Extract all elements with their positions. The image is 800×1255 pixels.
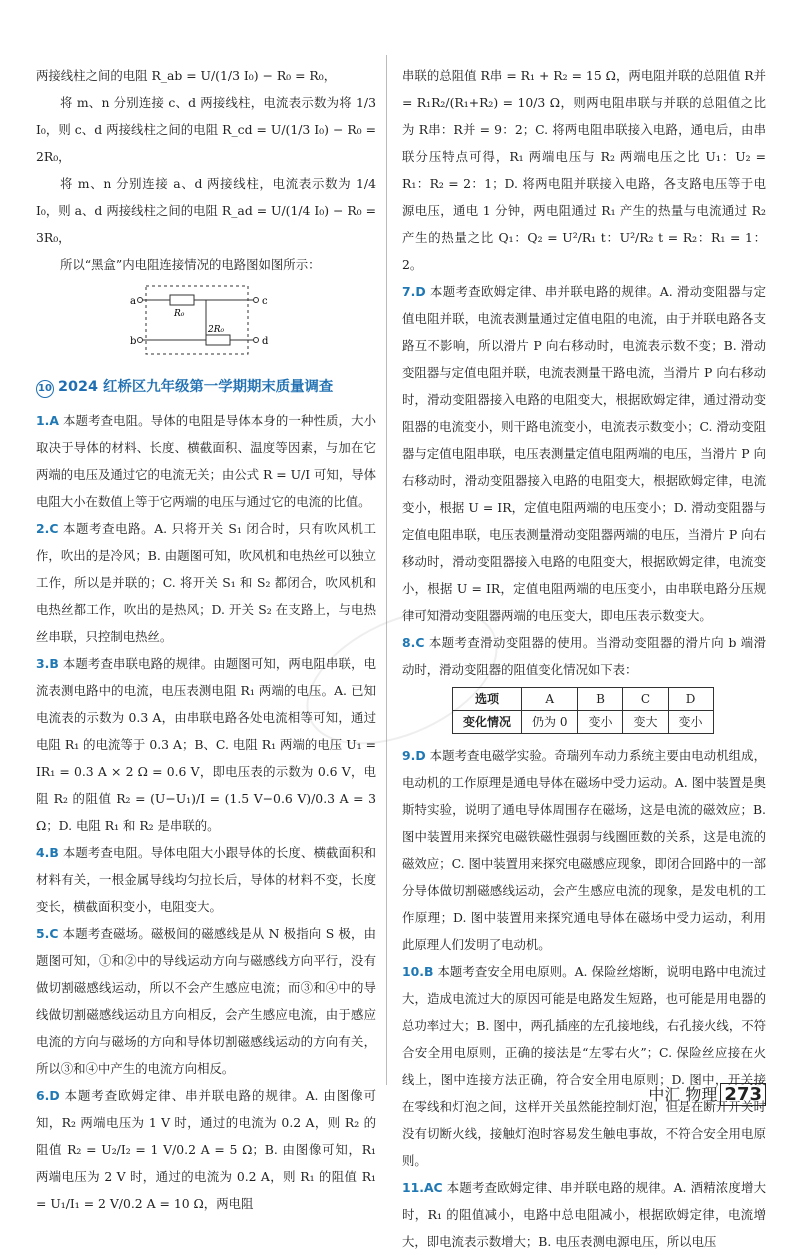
answer-choice: B <box>49 656 59 671</box>
answer-number: 11. <box>402 1180 424 1195</box>
answer-explanation: 本题考查串联电路的规律。由题图可知，两电阻串联，电流表测电路中的电流，电压表测电阻 R₁ 两端的电压。A. 已知电流表的示数为 0.3 A，由串联电路各处电流相等可知，通过电阻 R₁ 的电流等于 0.3 A；B、C. 电阻 R₁ 两端的电压 U₁ = IR₁ = 0.3 A × 2 Ω = 0.6 V，即电压表的示数为 0.6 V，电阻 R₂ 的阻值 R₂ = (U−U₁)/I = (1.5 V−0.6 V)/0.3 A = 3 Ω；D. 电阻 R₁ 和 R₂ 是串联的。 <box>36 656 376 833</box>
rheostat-change-table <box>452 687 714 734</box>
paragraph-rab: 两接线柱之间的电阻 R_ab = U/(1/3 I₀) − R₀ = R₀， <box>36 68 337 83</box>
table-row <box>453 711 714 734</box>
section-number-badge: 10 <box>36 380 54 398</box>
answer-choice: B <box>49 845 59 860</box>
answer-explanation: 本题考查电阻。导体的电阻是导体本身的一种性质，大小取决于导体的材料、长度、横截面积、温度等因素，与加在它两端的电压及通过它的电流无关；由公式 R = U/I 可知，导体电阻大小在数值上等于它两端的电压与通过它的电流的比值。 <box>36 413 376 509</box>
answer-number: 5. <box>36 926 50 941</box>
paragraph-blackbox: 所以“黑盒”内电阻连接情况的电路图如图所示： <box>60 257 321 272</box>
table-cell: 仍为 0 <box>522 711 578 734</box>
answer-number: 4. <box>36 845 50 860</box>
table-cell: D <box>668 688 713 711</box>
answer-item <box>36 839 376 920</box>
right-column <box>402 62 766 1255</box>
circuit-svg <box>116 282 276 360</box>
resistor-2r0-label: 2R₀ <box>208 325 225 335</box>
answer-item <box>402 1174 766 1255</box>
answer-number: 7. <box>402 284 416 299</box>
terminal-d: d <box>262 336 269 347</box>
answer-explanation: 本题考查电阻。导体电阻大小跟导体的长度、横截面积和材料有关，一根金属导线均匀拉长后，导体的材料不变，长度变长，横截面积变小，电阻变大。 <box>36 845 376 914</box>
answer-explanation: 本题考查欧姆定律、串并联电路的规律。A. 滑动变阻器与定值电阻并联，电流表测量通过定值电阻的电流，由于并联电路各支路互不影响，所以滑片 P 向右移动时，电流表示数不变；B. 滑动变阻器与定值电阻并联，电流表测量干路电流，当滑片 P 向右移动时，滑动变阻器接入电路的电阻变大，根据欧姆定律，通过滑动变阻器的电流变小，则干路电流变小，电流表示数变小；C. 滑动变阻器与定值电阻串联，电压表测量定值电阻两端的电压，当滑片 P 向右移动时，滑动变阻器接入电路的电阻变大，根据欧姆定律，电流变小，根据 U = IR，定值电阻两端的电压变小；D. 滑动变阻器与定值电阻串联，电压表测量滑动变阻器两端的电压，当滑片 P 向右移动时，滑动变阻器接入电路的电阻变大，根据欧姆定律，电流变小，根据 U = IR，定值电阻两端的电压变小，由串联电路分压规律可知滑动变阻器两端的电压变大，即电压表示数变大。 <box>402 284 766 623</box>
answer-number: 6. <box>36 1088 50 1103</box>
terminal-a: a <box>130 296 136 307</box>
paragraph-rcd: 将 m、n 分别连接 c、d 两接线柱，电流表示数为将 1/3 I₀，则 c、d 两接线柱之间的电阻 R_cd = U/(1/3 I₀) − R₀ = 2R₀， <box>36 95 376 164</box>
answer-explanation: 本题考查电磁学实验。奇瑞列车动力系统主要由电动机组成，电动机的工作原理是通电导体在磁场中受力运动。A. 图中装置是奥斯特实验，说明了通电导体周围存在磁场，这是电流的磁效应；B. 图中装置用来探究电磁铁磁性强弱与线圈匝数的关系，这是电流的磁效应；C. 图中装置用来探究电磁感应现象，即闭合回路中的一部分导体做切割磁感线运动，会产生感应电流的现象，是发电机的工作原理；D. 图中装置用来探究通电导体在磁场中受力运动，利用此原理人们发明了电动机。 <box>402 748 766 952</box>
answer-choice: B <box>423 964 434 979</box>
answer-number: 8. <box>402 635 416 650</box>
answer-item <box>36 920 376 1082</box>
answer-explanation: 本题考查欧姆定律、串并联电路的规律。A. 酒精浓度增大时，R₁ 的阻值减小，电路中总电阻减小，根据欧姆定律，电流增大，即电流表示数增大；B. 电压表测电源电压，所以电压 <box>402 1180 766 1249</box>
page-footer <box>648 1082 766 1105</box>
table-cell: 选项 <box>453 688 522 711</box>
footer-brand: 中汇 物理 <box>648 1085 718 1104</box>
answer-choice: C <box>49 521 59 536</box>
table-cell: 变小 <box>578 711 623 734</box>
section-title: 2024 红桥区九年级第一学期期末质量调查 <box>58 379 334 395</box>
table-cell: 变大 <box>623 711 668 734</box>
answer-number: 10. <box>402 964 424 979</box>
answer-choice: C <box>415 635 425 650</box>
answer-item <box>36 407 376 515</box>
answer-number: 1. <box>36 413 50 428</box>
answer-number: 9. <box>402 748 416 763</box>
page-number: 273 <box>720 1083 766 1106</box>
terminal-b: b <box>130 336 137 347</box>
answer-explanation: 本题考查滑动变阻器的使用。当滑动变阻器的滑片向 b 端滑动时，滑动变阻器的阻值变化情况如下表： <box>402 635 766 677</box>
answer-item <box>36 650 376 839</box>
answer-choice: D <box>415 748 426 763</box>
answer-choice: A <box>49 413 59 428</box>
answer-explanation: 本题考查安全用电原则。A. 保险丝熔断，说明电路中电流过大，造成电流过大的原因可能是电路发生短路，也可能是用电器的总功率过大；B. 图中，两孔插座的左孔接地线，右孔接火线，不符合安全用电原则，正确的接法是“左零右火”；C. 保险丝应接在火线上，图中连接方法正确，符合安全用电原则；D. 图中，开关接在零线和灯泡之间，这样开关虽然能控制灯泡，但是在断开开关时没有切断火线，接触灯泡时容易发生触电事故，不符合安全用电原则。 <box>402 964 766 1168</box>
answer-explanation: 本题考查磁场。磁极间的磁感线是从 N 极指向 S 极，由题图可知，①和②中的导线运动方向与磁感线方向平行，没有做切割磁感线运动，所以不会产生感应电流；而③和④中的导线做切割磁感线运动且方向相反，会产生感应电流，由于感应电流的方向与磁场的方向和导体切割磁感线运动的方向有关，所以③和④中产生的电流方向相反。 <box>36 926 376 1076</box>
table-header-row <box>453 688 714 711</box>
table-cell: C <box>623 688 668 711</box>
answer-choice: D <box>49 1088 60 1103</box>
answer-choice: AC <box>423 1180 443 1195</box>
answer-item <box>36 515 376 650</box>
section-heading <box>36 374 376 401</box>
answer-item <box>36 1082 376 1217</box>
answer-explanation: 本题考查欧姆定律、串并联电路的规律。A. 由图像可知，R₂ 两端电压为 1 V 时，通过的电流为 0.2 A，则 R₂ 的阻值 R₂ = U₂/I₂ = 1 V/0.2 A = 5 Ω；B. 由图像可知，R₁ 两端电压为 2 V 时，通过的电流为 0.2 A，则 R₁ 的阻值 R₁ = U₁/I₁ = 2 V/0.2 A = 10 Ω，两电阻 <box>36 1088 376 1211</box>
blackbox-circuit-diagram <box>116 282 376 360</box>
right-answer-list <box>402 278 766 683</box>
table-cell: B <box>578 688 623 711</box>
right-answer-list-2 <box>402 742 766 1255</box>
answer-choice: D <box>415 284 426 299</box>
table-cell: A <box>522 688 578 711</box>
answer-item <box>402 958 766 1174</box>
table-cell: 变小 <box>668 711 713 734</box>
answer-number: 3. <box>36 656 50 671</box>
terminal-c: c <box>262 296 268 307</box>
answer-explanation: 本题考查电路。A. 只将开关 S₁ 闭合时，只有吹风机工作，吹出的是冷风；B. 由题图可知，吹风机和电热丝可以独立工作，所以是并联的；C. 将开关 S₁ 和 S₂ 都闭合，吹风机和电热丝都工作，吹出的是热风；D. 开关 S₂ 在支路上，与电热丝串联，只控制电热丝。 <box>36 521 376 644</box>
answer-item <box>402 278 766 629</box>
column-divider <box>386 55 387 1085</box>
resistor-r0-label: R₀ <box>174 309 185 319</box>
paragraph-rad: 将 m、n 分别连接 a、d 两接线柱，电流表示数为 1/4 I₀，则 a、d 两接线柱之间的电阻 R_ad = U/(1/4 I₀) − R₀ = 3R₀， <box>36 176 376 245</box>
paragraph-q6-continued: 串联的总阻值 R串 = R₁ + R₂ = 15 Ω，两电阻并联的总阻值 R并 = R₁R₂/(R₁+R₂) = 10/3 Ω，则两电阻串联与并联的总阻值之比为 R串：R并 = 9：2；C. 将两电阻串联接入电路，通电后，由串联分压特点可得，R₁ 两端电压与 R₂ 两端电压之比 U₁：U₂ = R₁：R₂ = 2：1；D. 将两电阻并联接入电路，各支路电压等于电源电压，通电 1 分钟，两电阻通过 R₁ 产生的热量与电流通过 R₂ 产生的热量之比 Q₁：Q₂ = U²/R₁ t：U²/R₂ t = R₂：R₁ = 1：2。 <box>402 68 766 272</box>
answer-item <box>402 742 766 958</box>
answer-item <box>402 629 766 683</box>
left-answer-list <box>36 407 376 1217</box>
answer-number: 2. <box>36 521 50 536</box>
answer-choice: C <box>49 926 59 941</box>
table-cell: 变化情况 <box>453 711 522 734</box>
left-column <box>36 62 376 1217</box>
